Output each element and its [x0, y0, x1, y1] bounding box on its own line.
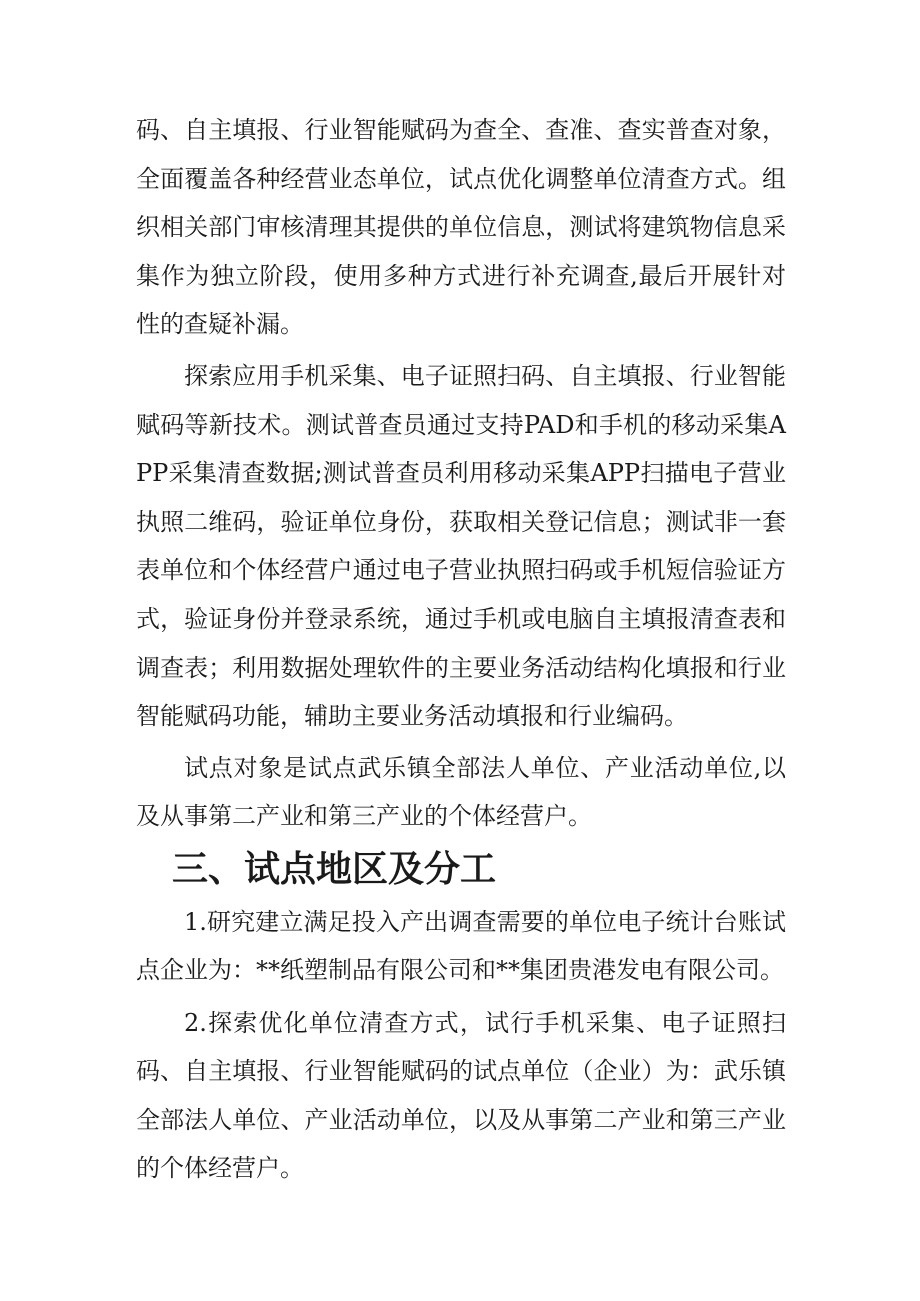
- section-heading: 三、试点地区及分工: [172, 848, 497, 890]
- paragraph-new-technology: 探索应用手机采集、电子证照扫码、自主填报、行业智能赋码等新技术。测试普查员通过支持PAD和手机的移动采集APP采集清查数据;测试普查员利用移动采集APP扫描电子营业执照二维码，验证单位身份，获取相关登记信息；测试非一套表单位和个体经营户通过电子营业执照扫码或手机短信验证方式，验证身份并登录系统，通过手机或电脑自主填报清查表和调查表；利用数据处理软件的主要业务活动结构化填报和行业智能赋码功能，辅助主要业务活动填报和行业编码。: [136, 361, 786, 731]
- list-item-2: 2.探索优化单位清查方式，试行手机采集、电子证照扫码、自主填报、行业智能赋码的试点单位（企业）为：武乐镇全部法人单位、产业活动单位，以及从事第二产业和第三产业的个体经营户。: [136, 1008, 786, 1183]
- paragraph-pilot-targets: 试点对象是试点武乐镇全部法人单位、产业活动单位,以及从事第二产业和第三产业的个体经营户。: [136, 753, 786, 831]
- list-item-1: 1.研究建立满足投入产出调查需要的单位电子统计台账试点企业为：**纸塑制品有限公司和**集团贵港发电有限公司。: [136, 907, 786, 985]
- document-body: [136, 106, 786, 1193]
- paragraph-continued: 码、自主填报、行业智能赋码为查全、查准、查实普查对象，全面覆盖各种经营业态单位，试点优化调整单位清查方式。组织相关部门审核清理其提供的单位信息，测试将建筑物信息采集作为独立阶段，使用多种方式进行补充调查,最后开展针对性的查疑补漏。: [136, 116, 786, 339]
